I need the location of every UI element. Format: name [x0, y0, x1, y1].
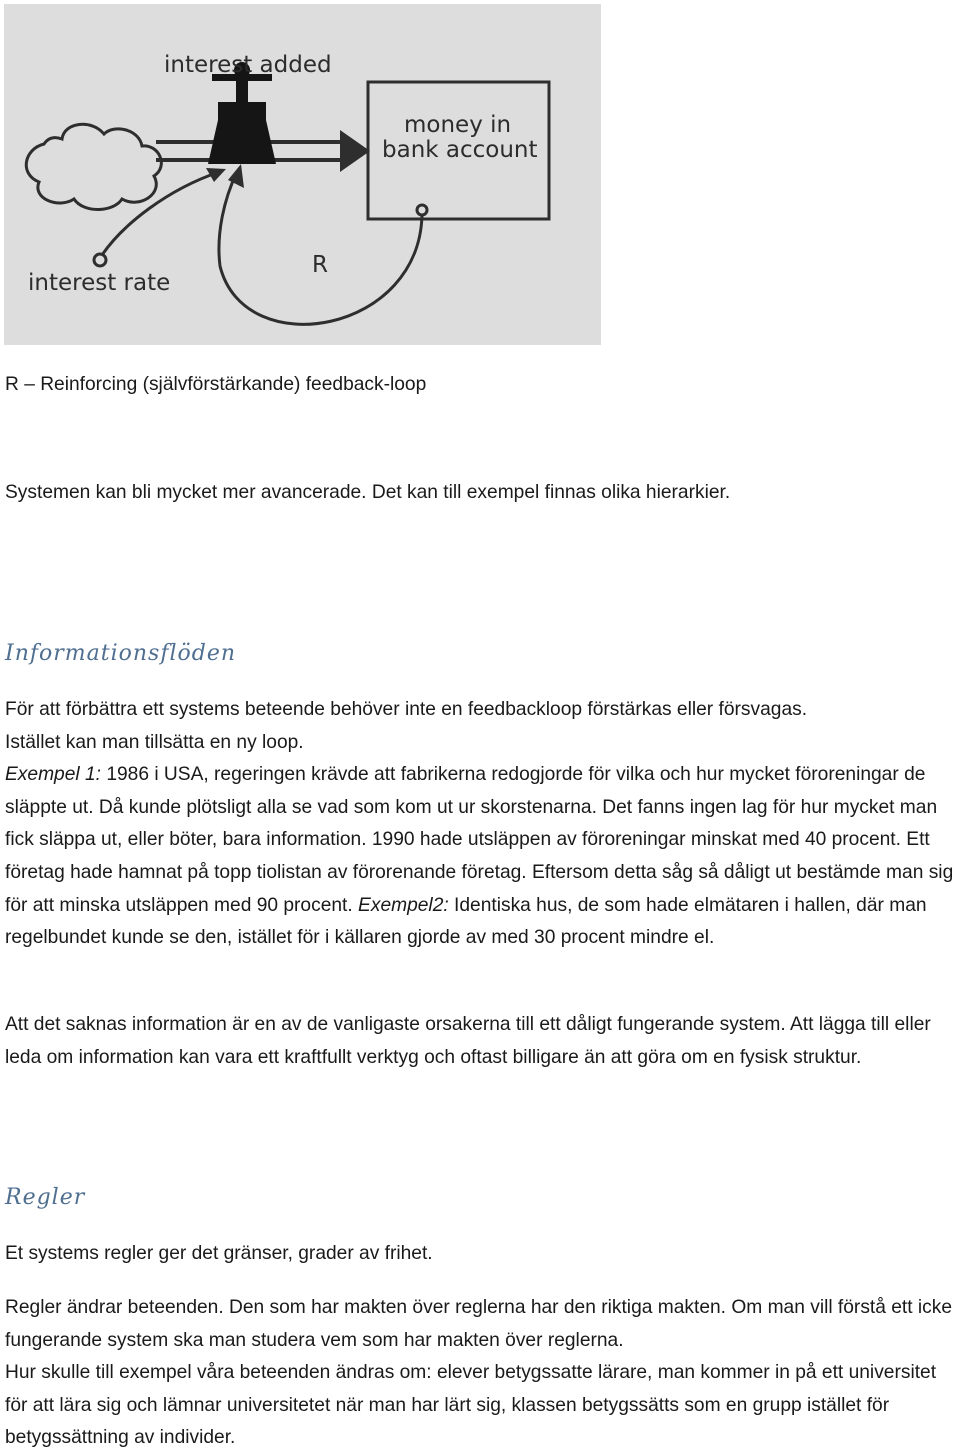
rules-paragraph-2: Regler ändrar beteenden. Den som har makten över reglerna har den riktiga makten. Om man vill förstå ett icke fungerande system ska man studera vem som har makten över reglerna. [5, 1297, 953, 1351]
example2-label: Exempel2: [358, 894, 449, 916]
label-interest-added: interest added [164, 52, 332, 78]
flow-arrowhead [340, 130, 370, 172]
stock-flow-diagram [4, 4, 601, 345]
example2-text: Identiska hus, de som hade elmätaren i hallen, där man regelbundet kunde se den, istället för i källaren gjorde av med 30 procent mindre el. [5, 894, 927, 949]
intro-paragraph: Systemen kan bli mycket mer avancerade. Det kan till exempel finnas olika hierarkier. [5, 482, 731, 503]
label-loop-r: R [312, 252, 328, 278]
info-paragraph-2: Att det saknas information är en av de vanligaste orsakerna till ett dåligt fungerande system. Att lägga till eller leda om information kan vara ett kraftfullt verktyg och oftast billigare än att göra om en fysisk struktur. [5, 1014, 931, 1068]
example1-label: Exempel 1: [5, 764, 101, 786]
figure-caption: R – Reinforcing (självförstärkande) feedback-loop [5, 374, 427, 395]
heading-informationsfloden: Informationsflöden [5, 641, 237, 666]
example1-text: 1986 i USA, regeringen krävde att fabrikerna redogjorde för vilka och hur mycket föroreningar de släppte ut. Då kunde plötsligt alla se vad som kom ut ur skorstenarna. Det fanns ingen lag för hur mycket man fick släppa ut, eller böter, bara information. 1990 hade utsläppen av föroreningar minskat med 40 procent. Ett företag hade hamnat på topp tiolistan av förorenande företag. Eftersom detta såg så dåligt ut bestämde man sig för att minska utsläppen med 90 procent. [5, 764, 954, 916]
heading-regler: Regler [5, 1185, 86, 1210]
feedback-arc [219, 164, 427, 324]
info-paragraph-1 [5, 694, 957, 955]
info-line-2: Istället kan man tillsätta en ny loop. [5, 731, 304, 753]
info-line-1: För att förbättra ett systems beteende behöver inte en feedbackloop förstärkas eller försvagas. [5, 699, 808, 720]
label-stock-line1: money in [404, 112, 512, 138]
rules-paragraph-3: Hur skulle till exempel våra beteenden ändras om: elever betygssatte lärare, man kommer in på ett universitet för att lära sig och lämnar universitetet när man har lärt sig, klassen betygssätts som en grupp istället för betygssättning av individer. [5, 1362, 937, 1449]
cloud-icon [26, 124, 161, 209]
rules-paragraph-1: Et systems regler ger det gränser, grader av frihet. [5, 1243, 433, 1264]
label-interest-rate: interest rate [28, 270, 171, 296]
label-stock-line2: bank account [382, 137, 538, 163]
interest-rate-link [94, 168, 226, 266]
diagram-svg [4, 4, 601, 345]
